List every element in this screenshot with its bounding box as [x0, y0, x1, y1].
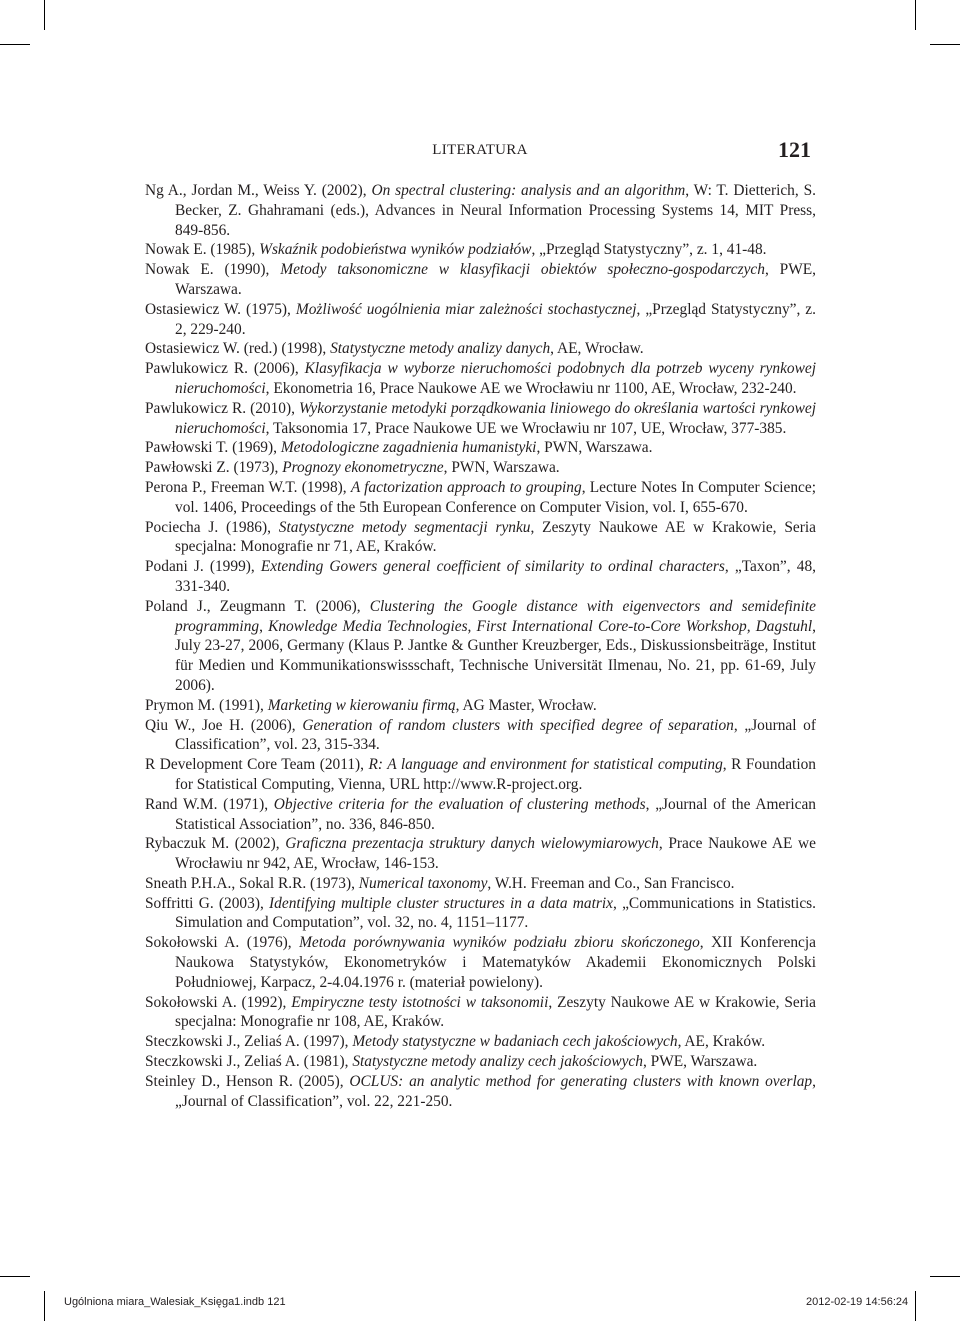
- crop-mark: [915, 1291, 916, 1321]
- page-number: 121: [778, 137, 811, 162]
- reference-entry: [145, 716, 816, 756]
- reference-entry: [145, 359, 816, 399]
- reference-text: , Taksonomia 17, Prace Naukowe UE we Wrocławiu nr 107, UE, Wrocław, 377-385.: [265, 419, 787, 437]
- reference-text: Perona P., Freeman W.T. (1998),: [145, 478, 351, 496]
- reference-title: R: A language and environment for statistical computing: [368, 756, 723, 774]
- reference-text: , „Taxon”, 48, 331-340.: [175, 558, 816, 595]
- reference-text: , „Journal of Classification”, vol. 23, 315-334.: [175, 716, 816, 754]
- reference-entry: [145, 478, 816, 518]
- reference-title: On spectral clustering: analysis and an algorithm: [371, 182, 686, 199]
- crop-mark: [44, 1291, 45, 1321]
- reference-text: , „Journal of Classification”, vol. 22, 221-250.: [175, 1072, 816, 1110]
- reference-entry: [145, 557, 816, 597]
- reference-title: Generation of random clusters with specified degree of separation: [302, 716, 734, 734]
- footer-timestamp: 2012-02-19 14:56:24: [806, 1296, 909, 1308]
- reference-list: [145, 181, 816, 1111]
- reference-title: Knowledge Media Technologies, First International Core-to-Core Workshop, Dagstuhl: [268, 617, 813, 635]
- running-header: LITERATURA: [432, 142, 528, 158]
- reference-entry: [145, 399, 816, 439]
- reference-text: , AG Master, Wrocław.: [455, 696, 597, 714]
- reference-entry: [145, 181, 816, 240]
- reference-entry: [145, 696, 816, 716]
- reference-title: Klasyfikacja w wyborze nieruchomości podobnych dla potrzeb wyceny rynkowej nieruchomości: [175, 360, 816, 397]
- reference-title: A factorization approach to grouping: [350, 478, 582, 496]
- reference-title: Marketing w kierowaniu firmą: [267, 696, 456, 714]
- reference-entry: [145, 1072, 816, 1112]
- crop-mark: [930, 1276, 960, 1277]
- reference-text: , July 23-27, 2006, Germany (Klaus P. Jantke & Gunther Kreuzberger, Eds., Diskussionsbeiträge, Institut für Medien und Kommunikationswissschaft, Technische Universität Ilmenau, No. 21, pp. 61-69, July 2006).: [175, 617, 816, 694]
- reference-text: Nowak E. (1985),: [145, 241, 260, 259]
- reference-text: , W: T. Dietterich, S. Becker, Z. Ghahramani (eds.), Advances in Neural Information Processing Systems 14, MIT Press, 849-856.: [175, 182, 816, 239]
- reference-text: , PWN, Warszawa.: [443, 459, 560, 477]
- reference-text: Ostasiewicz W. (red.) (1998),: [145, 340, 331, 358]
- reference-title: Wykorzystanie metodyki porządkowania liniowego do określania wartości rynkowej nieruchomości: [175, 399, 816, 437]
- reference-title: Metody statystyczne w badaniach cech jakościowych: [352, 1033, 678, 1051]
- reference-title: Identifying multiple cluster structures in a data matrix: [269, 894, 613, 912]
- reference-text: , Ekonometria 16, Prace Naukowe AE we Wrocławiu nr 1100, AE, Wrocław, 232-240.: [265, 379, 797, 397]
- reference-title: Statystyczne metody analizy danych: [330, 340, 551, 358]
- reference-text: Ostasiewicz W. (1975),: [145, 300, 296, 318]
- reference-title: Extending Gowers general coefficient of similarity to ordinal characters: [260, 558, 725, 576]
- reference-text: R Development Core Team (2011),: [145, 756, 369, 774]
- reference-entry: [145, 933, 816, 992]
- reference-text: , PWE, Warszawa.: [642, 1053, 758, 1071]
- reference-text: , Lecture Notes In Computer Science; vol. 1406, Proceedings of the 5th European Conference on Computer Vision, vol. I, 655-670.: [175, 478, 816, 516]
- reference-text: Pociecha J. (1986),: [145, 518, 279, 536]
- reference-title: Metody taksonomiczne w klasyfikacji obiektów społeczno-gospodarczych: [280, 261, 765, 279]
- reference-text: , R Foundation for Statistical Computing, Vienna, URL http://www.R-project.org.: [175, 756, 816, 793]
- reference-text: Poland J., Zeugmann T. (2006),: [145, 597, 370, 615]
- reference-text: Pawlukowicz R. (2010),: [145, 399, 300, 417]
- reference-text: Soffritti G. (2003),: [145, 894, 270, 912]
- reference-entry: [145, 874, 816, 894]
- reference-text: , Zeszyty Naukowe AE w Krakowie, Seria specjalna: Monografie nr 71, AE, Kraków.: [175, 518, 816, 556]
- reference-entry: [145, 300, 816, 340]
- reference-title: Wskaźnik podobieństwa wyników podziałów: [259, 241, 532, 259]
- reference-text: , AE, Kraków.: [677, 1033, 766, 1051]
- reference-entry: [145, 240, 816, 260]
- reference-title: Empiryczne testy istotności w taksonomii: [291, 993, 549, 1011]
- reference-text: , Prace Naukowe AE we Wrocławiu nr 942, AE, Wrocław, 146-153.: [175, 835, 816, 873]
- reference-title: Objective criteria for the evaluation of clustering methods: [273, 795, 646, 813]
- reference-text: Steczkowski J., Zeliaś A. (1981),: [145, 1053, 353, 1071]
- reference-title: Clustering the Google distance with eigenvectors and semidefinite programming: [175, 597, 817, 635]
- reference-text: , PWE, Warszawa.: [175, 261, 817, 298]
- reference-entry: [145, 1032, 816, 1052]
- crop-mark: [930, 44, 960, 45]
- reference-entry: [145, 894, 816, 934]
- reference-entry: [145, 597, 816, 696]
- reference-title: Statystyczne metody segmentacji rynku: [278, 518, 531, 536]
- reference-entry: [145, 993, 816, 1033]
- reference-entry: [145, 458, 816, 478]
- reference-text: , Zeszyty Naukowe AE w Krakowie, Seria specjalna: Monografie nr 108, AE, Kraków.: [175, 993, 816, 1031]
- reference-title: Prognozy ekonometryczne: [282, 459, 444, 477]
- crop-mark: [0, 1276, 30, 1277]
- reference-title: Metoda porównywania wyników podziału zbioru skończonego: [299, 934, 700, 952]
- reference-text: , „Przegląd Statystyczny”, z. 1, 41-48.: [531, 241, 767, 259]
- reference-text: , PWN, Warszawa.: [536, 439, 653, 457]
- reference-title: Metodologiczne zagadnienia humanistyki: [280, 439, 537, 457]
- reference-text: Rand W.M. (1971),: [145, 795, 274, 813]
- reference-entry: [145, 518, 816, 558]
- reference-text: Qiu W., Joe H. (2006),: [145, 716, 303, 734]
- reference-text: Pawlukowicz R. (2006),: [145, 360, 305, 378]
- reference-title: Graficzna prezentacja struktury danych wielowymiarowych: [285, 835, 659, 853]
- reference-title: OCLUS: an analytic method for generating clusters with known overlap: [349, 1072, 813, 1090]
- reference-text: , AE, Wrocław.: [550, 340, 644, 358]
- reference-text: , W.H. Freeman and Co., San Francisco.: [487, 874, 735, 892]
- reference-entry: [145, 260, 816, 300]
- reference-title: Możliwość uogólnienia miar zależności stochastycznej: [295, 300, 637, 318]
- reference-entry: [145, 834, 816, 874]
- reference-text: Nowak E. (1990),: [145, 261, 281, 279]
- footer-file-info: Ugólniona miara_Walesiak_Księga1.indb 121: [64, 1296, 286, 1308]
- reference-text: Sokołowski A. (1976),: [145, 934, 300, 952]
- reference-text: Podani J. (1999),: [145, 558, 261, 576]
- reference-entry: [145, 339, 816, 359]
- reference-text: , XII Konferencja Naukowa Statystyków, Ekonometryków i Matematyków Akademii Ekonomicznych Polski Południowej, Karpacz, 2-4.04.1976 r. (materiał powielony).: [175, 934, 816, 991]
- reference-text: , „Communications in Statistics. Simulation and Computation”, vol. 32, no. 4, 1151–1177.: [175, 894, 816, 932]
- reference-title: Numerical taxonomy: [358, 874, 488, 892]
- reference-text: Ng A., Jordan M., Weiss Y. (2002),: [145, 182, 372, 199]
- reference-text: Pawłowski T. (1969),: [145, 439, 281, 457]
- reference-entry: [145, 438, 816, 458]
- reference-title: Statystyczne metody analizy cech jakościowych: [352, 1053, 643, 1071]
- reference-entry: [145, 755, 816, 795]
- reference-text: ,: [259, 617, 269, 635]
- reference-text: Sokołowski A. (1992),: [145, 993, 292, 1011]
- reference-text: , „Przegląd Statystyczny”, z. 2, 229-240.: [175, 300, 816, 338]
- reference-text: , „Journal of the American Statistical Association”, no. 336, 846-850.: [175, 795, 817, 833]
- reference-text: Sneath P.H.A., Sokal R.R. (1973),: [145, 874, 359, 892]
- reference-entry: [145, 1052, 816, 1072]
- reference-text: Pawłowski Z. (1973),: [145, 459, 283, 477]
- crop-mark: [915, 0, 916, 30]
- reference-text: Rybaczuk M. (2002),: [145, 835, 286, 853]
- reference-text: Steczkowski J., Zeliaś A. (1997),: [145, 1033, 353, 1051]
- crop-mark: [44, 0, 45, 30]
- reference-text: Steinley D., Henson R. (2005),: [145, 1072, 350, 1090]
- reference-text: Prymon M. (1991),: [145, 696, 268, 714]
- crop-mark: [0, 44, 30, 45]
- reference-entry: [145, 795, 816, 835]
